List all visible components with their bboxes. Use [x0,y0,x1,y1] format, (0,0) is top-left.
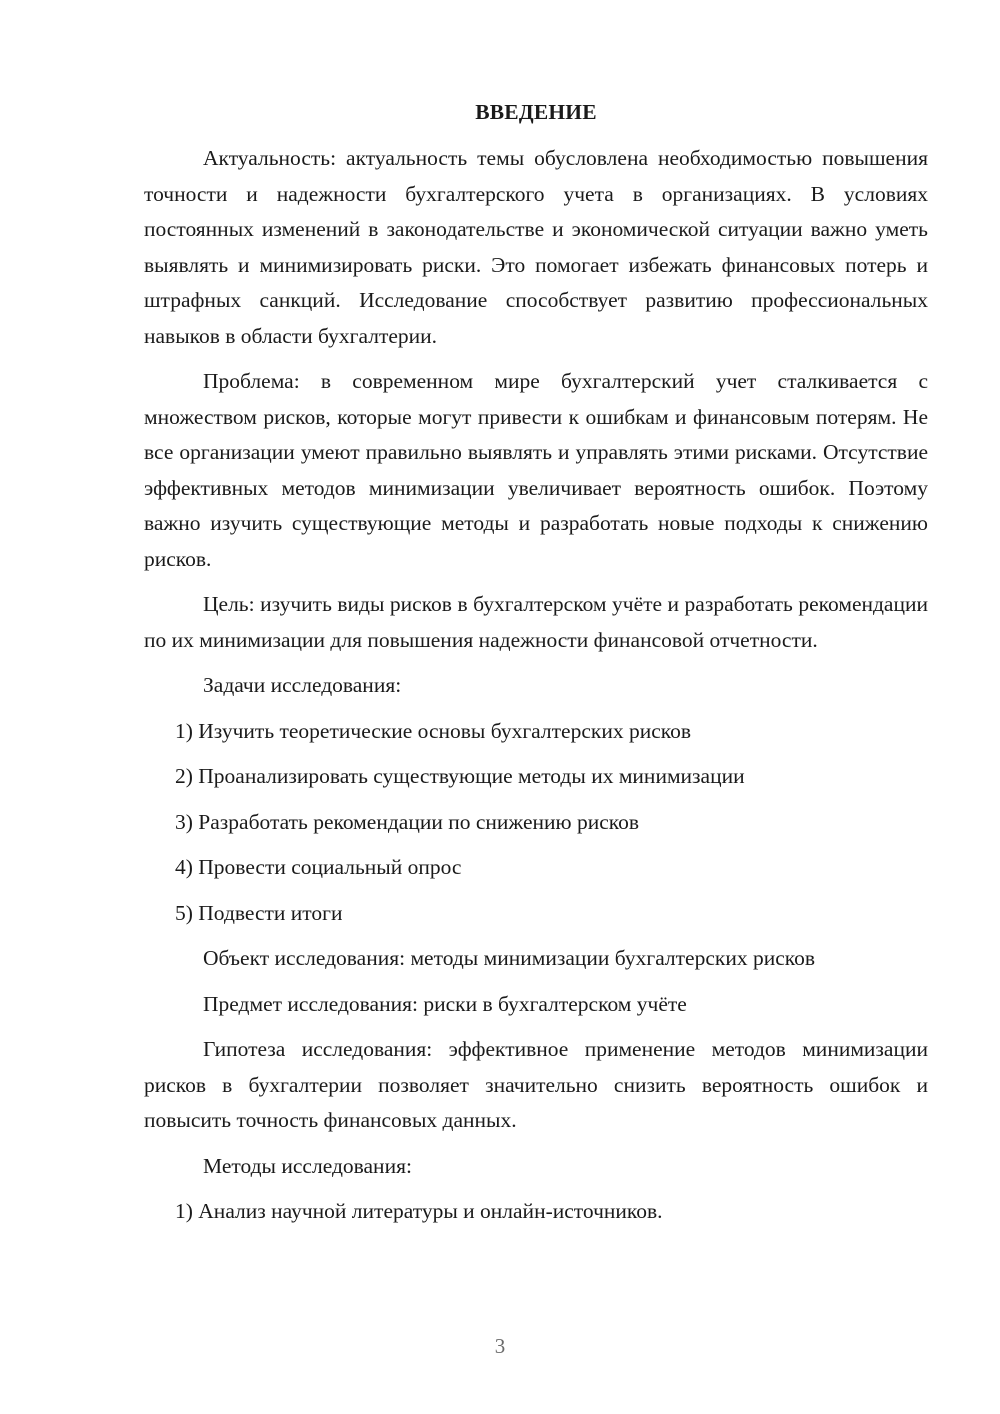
task-item: 3) Разработать рекомендации по снижению рисков [175,809,640,834]
problem-paragraph: Проблема: в современном мире бухгалтерский учет сталкивается с множеством рисков, которые могут привести к ошибкам и финансовым потерям. Не все организации умеют правильно выявлять и управлять этими рисками. Отсутствие эффективных методов минимизации увеличивает вероятность ошибок. Поэтому важно изучить существующие методы и разработать новые подходы к снижению рисков. [144,369,928,571]
methods-heading: Методы исследования: [203,1153,412,1178]
page-number: 3 [494,1334,506,1358]
page-content [144,96,928,1240]
tasks-heading: Задачи исследования: [203,673,402,697]
section-title: ВВЕДЕНИЕ [475,100,597,124]
task-item: 2) Проанализировать существующие методы их минимизации [175,764,745,788]
task-item: 4) Провести социальный опрос [175,855,462,879]
method-item: 1) Анализ научной литературы и онлайн-источников. [175,1199,663,1223]
research-object: Объект исследования: методы минимизации бухгалтерских рисков [203,946,816,970]
goal-paragraph: Цель: изучить виды рисков в бухгалтерском учёте и разработать рекомендации по их минимизации для повышения надежности финансовой отчетности. [144,592,928,652]
hypothesis-paragraph: Гипотеза исследования: эффективное применение методов минимизации рисков в бухгалтерии позволяет значительно снизить вероятность ошибок и повысить точность финансовых данных. [144,1037,928,1132]
research-subject: Предмет исследования: риски в бухгалтерском учёте [203,991,687,1016]
task-item: 1) Изучить теоретические основы бухгалтерских рисков [175,718,691,743]
task-item: 5) Подвести итоги [175,900,343,925]
relevance-paragraph: Актуальность: актуальность темы обусловлена необходимостью повышения точности и надежности бухгалтерского учета в организациях. В условиях постоянных изменений в законодательстве и экономической ситуации важно уметь выявлять и минимизировать риски. Это помогает избежать финансовых потерь и штрафных санкций. Исследование способствует развитию профессиональных навыков в области бухгалтерии. [144,146,928,348]
